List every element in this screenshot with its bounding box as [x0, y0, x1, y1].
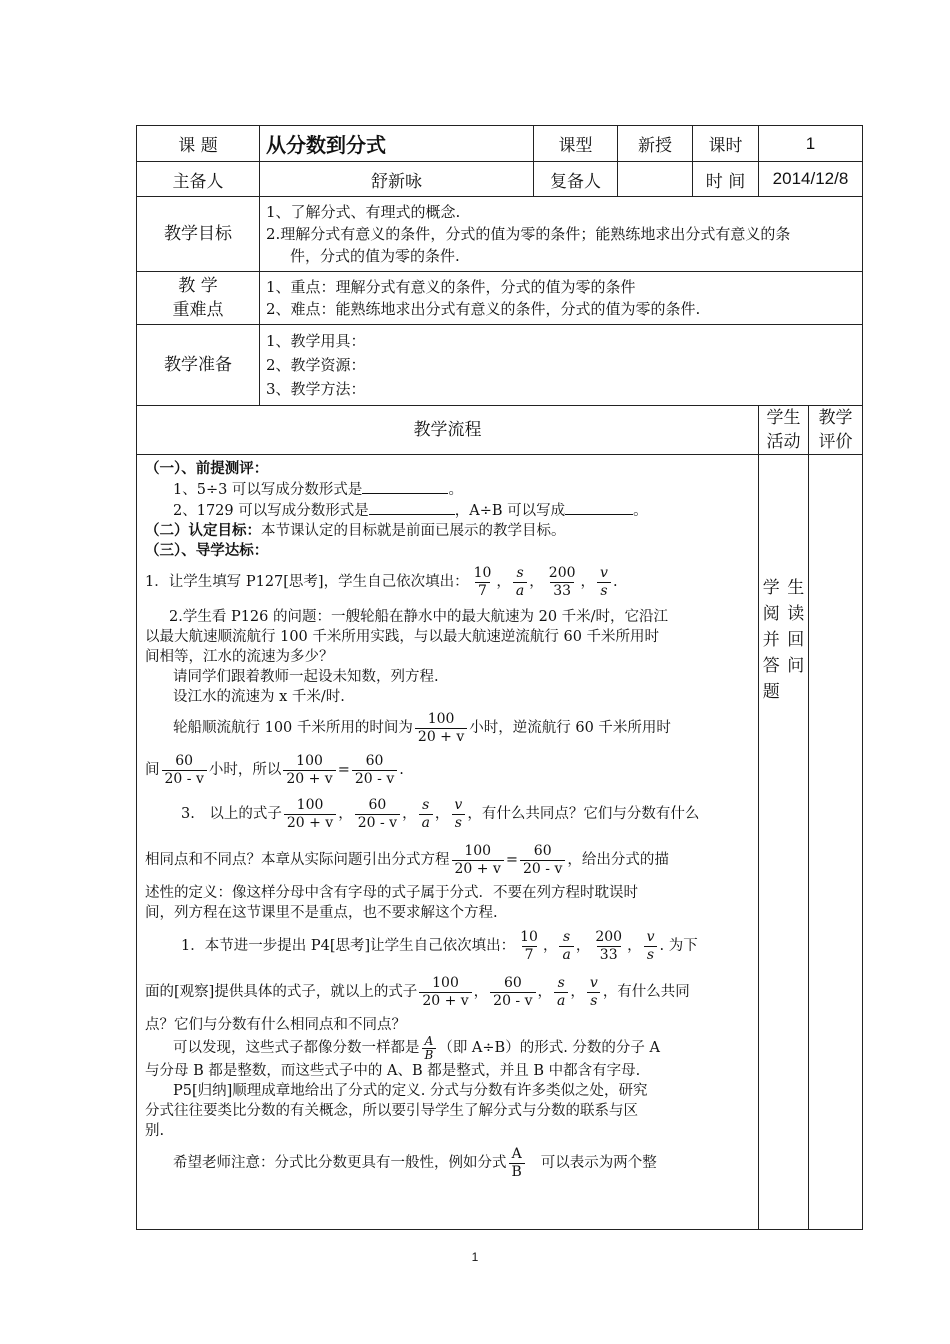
goal-line-2: 2.理解分式有意义的条件，分式的值为零的条件；能熟练地求出分式有意义的条: [266, 225, 791, 243]
goals-label: 教学目标: [137, 197, 260, 272]
page-number: 1: [471, 1250, 479, 1264]
fraction: $\frac{v}{s}$: [451, 797, 465, 832]
section-2: （二）认定目标：本节课认定的目标就是前面已展示的教学目标。: [145, 523, 566, 539]
para-2-line-3: 间相等，江水的流速为多少？: [145, 649, 334, 665]
para-1: 1．让学生填写 P127[思考]，学生自己依次填出： $\frac{10}{7}$ ， $\frac{s}{a}$ ， $\frac{200}{33}$ ， $\frac{v}{s}$ .: [145, 564, 618, 599]
para-5-line-2: 与分母 B 都是整数，而这些式子中的 A、B 都是整式，并且 B 中都含有字母.: [145, 1063, 641, 1079]
flow-header-title: 教学流程: [137, 406, 759, 455]
keypoints-label: [137, 272, 260, 325]
type-value: 新授: [618, 126, 693, 162]
eval-header: [809, 406, 863, 455]
para-3-line-4: 间，列方程在这节课里不是重点，也不要求解这个方程.: [145, 905, 498, 921]
fraction: $\frac{s}{a}$: [559, 929, 573, 964]
type-label: 课型: [534, 126, 618, 162]
student-header-1: 学生: [766, 408, 801, 428]
para-3-line-3: 述性的定义：像这样分母中含有字母的式子属于分式．不要在列方程时耽误时: [145, 885, 638, 901]
para-2-line-2: 以最大航速顺流航行 100 千米所用实践，与以最大航速逆流航行 60 千米所用时: [145, 629, 660, 645]
goal-line-1: 1、了解分式、有理式的概念.: [266, 203, 461, 221]
fraction: $\frac{v}{s}$: [597, 565, 611, 600]
period-label: 课时: [693, 126, 759, 162]
para-4: 1．本节进一步提出 P4[思考]让学生自己依次填出： $\frac{10}{7}$ ， $\frac{s}{a}$ ， $\frac{200}{33}$ ， $\frac{v}{s}$ . 为下: [181, 928, 698, 963]
keypoints-content: [260, 272, 863, 325]
para-2-line-1: 2.学生看 P126 的问题：一艘轮船在静水中的最大航速为 20 千米/时，它沿江: [169, 609, 669, 625]
para-3: 3. 以上的式子 $\frac{100}{20 + v}$ ， $\frac{60}{20 - v}$ ， $\frac{s}{a}$ ， $\frac{v}{s}$ ，有什么共同点？它们与分数有什么: [181, 796, 700, 831]
period-value: 1: [759, 126, 863, 162]
answer-blank: [369, 500, 455, 515]
fraction: $\frac{s}{a}$: [513, 565, 527, 600]
goals-content: [260, 197, 863, 272]
eval-header-1: 教学: [818, 408, 853, 428]
para-3-line-2: 相同点和不同点？本章从实际问题引出分式方程 $\frac{100}{20 + v}$ = $\frac{60}{20 - v}$ ，给出分式的描: [145, 842, 669, 877]
fraction: $\frac{60}{20 - v}$: [520, 843, 565, 878]
para-6-line-2: 分式往往要类比分数的有关概念，所以要引导学生了解分式与分数的联系与区: [145, 1103, 638, 1119]
answer-blank: [362, 479, 448, 494]
fraction: $\frac{10}{7}$: [473, 564, 492, 599]
prep-content: [260, 325, 863, 406]
topic-label: 课 题: [137, 126, 260, 162]
para-7: 希望老师注意：分式比分数更具有一般性，例如分式 $\frac{A}{B}$ 可以表示为两个整: [173, 1145, 657, 1180]
student-activity-header: [759, 406, 809, 455]
fraction: $\frac{10}{7}$: [520, 928, 538, 963]
fraction: $\frac{v}{s}$: [587, 975, 601, 1010]
review-label: 复备人: [534, 162, 618, 197]
keypoint-2: 2、难点：能熟练地求出分式有意义的条件，分式的值为零的条件.: [266, 300, 701, 318]
eval-header-2: 评价: [818, 432, 853, 452]
prep-label: 教学准备: [137, 325, 260, 406]
para-5: 可以发现，这些式子都像分数一样都是 $\frac{A}{B}$ （即 A÷B）的形式. 分数的分子 A: [173, 1033, 661, 1062]
para-6-line-1: P5[归纳]顺理成章地给出了分式的定义. 分式与分数有许多类似之处，研究: [173, 1083, 648, 1099]
para-4-line-2: 面的[观察]提供具体的式子，就以上的式子 $\frac{100}{20 + v}$ ， $\frac{60}{20 - v}$ ， $\frac{s}{a}$ ， $\frac{v}{s}$ ，有什么共同: [145, 974, 690, 1009]
time-label: 时 间: [693, 162, 759, 197]
question-1: 1、5÷3 可以写成分数形式是 。: [145, 479, 754, 500]
keypoints-label-1: 教 学: [178, 276, 218, 296]
teaching-flow-content: [137, 455, 759, 1230]
keypoints-label-2: 重难点: [172, 300, 224, 320]
section-1-title: （一）、前提测评：: [145, 461, 269, 477]
lead-value: 舒新咏: [260, 162, 534, 197]
review-value: [618, 162, 693, 197]
fraction: $\frac{100}{20 + v}$: [419, 975, 471, 1010]
student-activity-text: 学 阅 并 答 题 生 读 回 问: [762, 578, 805, 702]
para-2-line-5: 设江水的流速为 x 千米/时.: [173, 689, 345, 705]
goal-line-3: 件，分式的值为零的条件.: [290, 247, 460, 265]
fraction: $\frac{A}{B}$: [422, 1035, 437, 1062]
para-2-line-7: 间 $\frac{60}{20 - v}$ 小时，所以 $\frac{100}{20 + v}$ = $\frac{60}{20 - v}$ .: [145, 752, 404, 787]
fraction: $\frac{60}{20 - v}$: [162, 753, 207, 788]
fraction: $\frac{200}{33}$: [595, 928, 623, 963]
fraction: $\frac{100}{20 + v}$: [415, 711, 467, 746]
fraction: $\frac{v}{s}$: [644, 929, 658, 964]
fraction: $\frac{100}{20 + v}$: [284, 797, 336, 832]
fraction: $\frac{60}{20 - v}$: [355, 797, 400, 832]
para-2-line-6: 轮船顺流航行 100 千米所用的时间为 $\frac{100}{20 + v}$ 小时，逆流航行 60 千米所用时: [173, 710, 671, 745]
time-value: 2014/12/8: [759, 162, 863, 197]
student-activity-cell: [759, 455, 809, 1230]
prep-item-1: 1、教学用具：: [266, 332, 366, 350]
para-4-line-3: 点？它们与分数有什么相同点和不同点？: [145, 1017, 406, 1033]
fraction: $\frac{60}{20 - v}$: [490, 975, 535, 1010]
section-3-title: （三）、导学达标：: [145, 543, 269, 559]
keypoint-1: 1、重点：理解分式有意义的条件，分式的值为零的条件: [266, 278, 636, 296]
fraction: $\frac{s}{a}$: [419, 797, 433, 832]
answer-blank: [565, 500, 633, 515]
prep-item-2: 2、教学资源：: [266, 356, 366, 374]
eval-cell: [809, 455, 863, 1230]
question-2: 2、1729 可以写成分数形式是 ，A÷B 可以写成 。: [145, 500, 754, 521]
fraction: $\frac{s}{a}$: [554, 975, 568, 1010]
fraction: $\frac{100}{20 + v}$: [283, 753, 335, 788]
fraction: $\frac{200}{33}$: [548, 564, 576, 599]
fraction: $\frac{100}{20 + v}$: [452, 843, 504, 878]
prep-item-3: 3、教学方法：: [266, 380, 366, 398]
fraction: $\frac{60}{20 - v}$: [352, 753, 397, 788]
lead-label: 主备人: [137, 162, 260, 197]
fraction: $\frac{A}{B}$: [509, 1146, 525, 1181]
lesson-plan-table: [136, 125, 863, 1230]
student-header-2: 活动: [766, 432, 801, 452]
para-6-line-3: 别.: [145, 1123, 165, 1139]
para-2-line-4: 请同学们跟着教师一起设未知数，列方程.: [173, 669, 439, 685]
topic-value: 从分数到分式: [260, 126, 534, 162]
